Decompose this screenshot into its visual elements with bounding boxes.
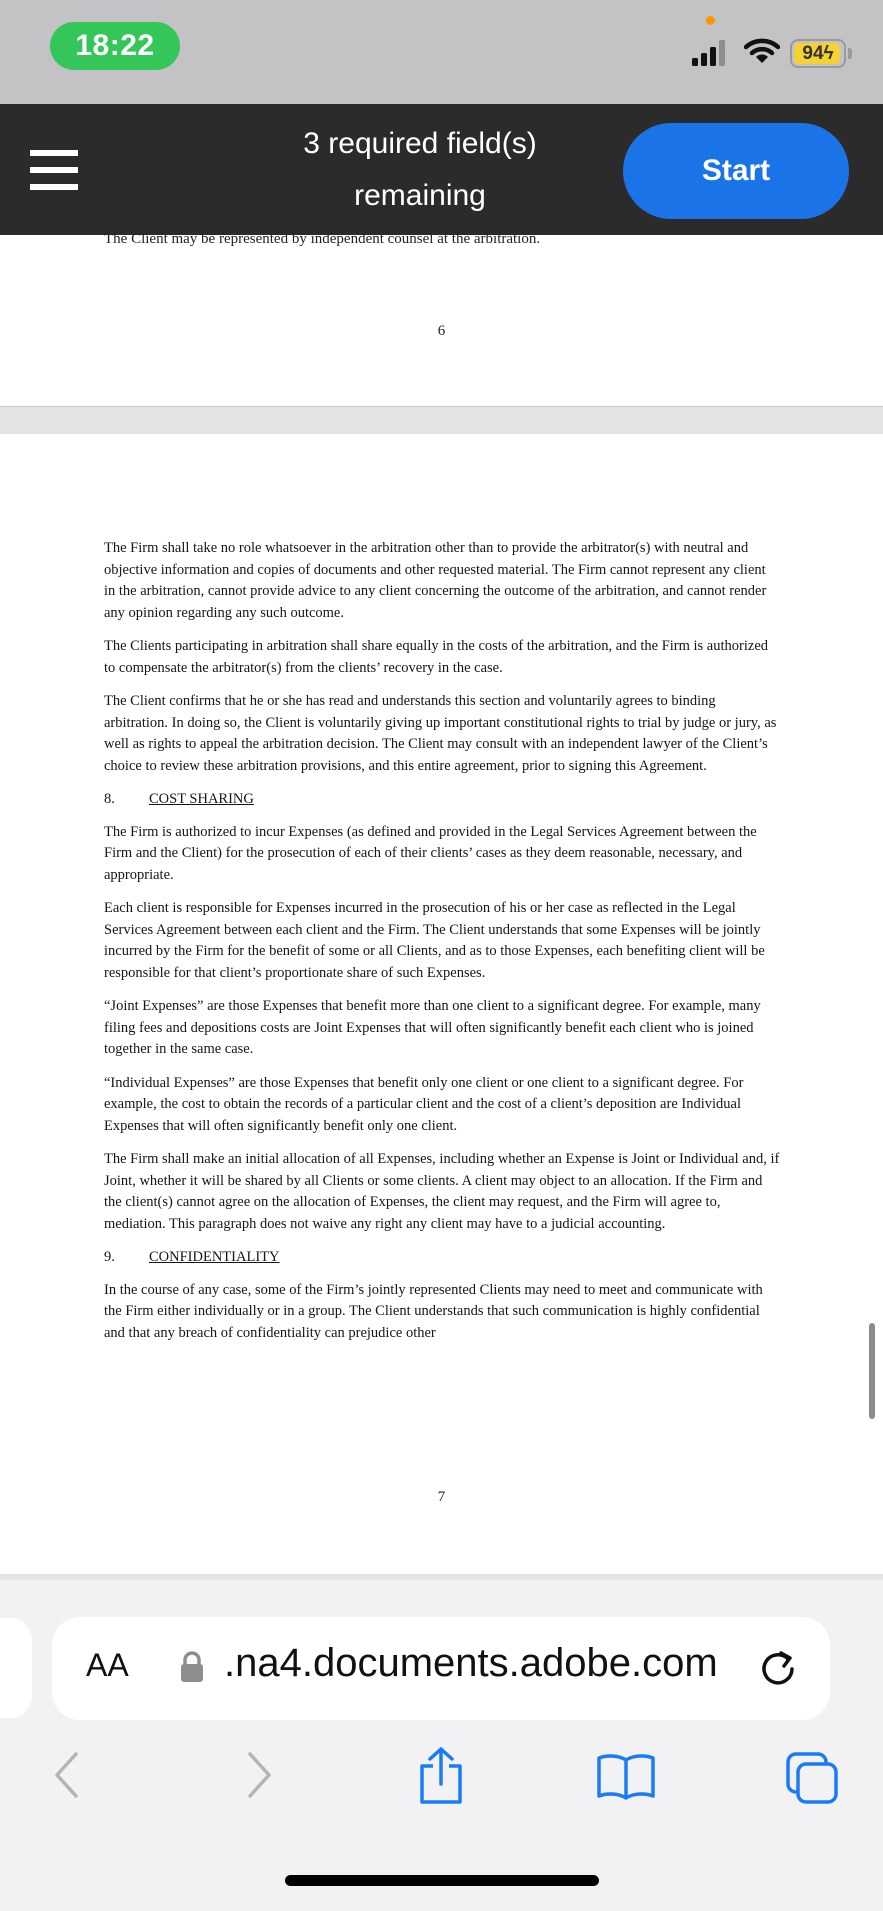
reader-options-button[interactable]: AA [86, 1647, 129, 1683]
wifi-icon [744, 36, 780, 66]
document-page-previous [0, 231, 883, 407]
paragraph: “Individual Expenses” are those Expenses that benefit only one client or one client to a significant degree. For example, the cost to obtain the records of a particular client and the cost of a client’s deposition are Individual Expenses that will often significantly benefit only one client. [104, 1074, 744, 1134]
section-number: 9. [104, 1249, 115, 1265]
battery-cap [848, 48, 852, 59]
current-page-number: 7 [437, 1489, 446, 1505]
browser-toolbar [0, 1580, 883, 1911]
tabs-icon[interactable] [784, 1750, 840, 1806]
forward-icon[interactable] [244, 1750, 274, 1800]
scrollbar[interactable] [869, 1323, 875, 1419]
start-button[interactable]: Start [623, 123, 849, 219]
lock-icon [180, 1651, 204, 1683]
paragraph: The Client confirms that he or she has read and understands this section and voluntarily agrees to binding arbitration. In doing so, the Client is voluntarily giving up important constitutional rights to trial by judge or jury, as well as rights to appeal the arbitration decision. The Client may consult with an independent lawyer of the Client’s choice to review these arbitration provisions, and this entire agreement, prior to signing this Agreement. [104, 693, 777, 774]
address-bar[interactable] [52, 1617, 830, 1720]
paragraph: The Firm shall take no role whatsoever in the arbitration other than to provide the arbitrator(s) with neutral and objective information and copies of documents and other requested material. The Firm cannot represent any client in the arbitration, cannot provide advice to any client concerning the outcome of the arbitration, and cannot render any opinion regarding any such outcome. [104, 540, 767, 621]
required-fields-line2: remaining [354, 179, 486, 212]
document-body [104, 538, 780, 1356]
home-indicator[interactable] [285, 1875, 599, 1886]
status-time: 18:22 [50, 22, 180, 70]
paragraph: “Joint Expenses” are those Expenses that benefit more than one client to a significant degree. For example, many filing fees and depositions costs are Joint Expenses that will often significantly benefit each client who is joined together in the same case. [104, 998, 761, 1057]
paragraph: The Firm shall make an initial allocation of all Expenses, including whether an Expense is Joint or Individual and, if Joint, whether it will be shared by all Clients or some clients. A client may object to an allocation. If the Firm and the client(s) cannot agree on the allocation of Expenses, the client may request, and the Firm will agree to, mediation. This paragraph does not waive any right any client may have to a judicial accounting. [104, 1151, 780, 1232]
reload-icon[interactable] [757, 1647, 799, 1689]
previous-page-number: 6 [437, 323, 446, 339]
back-icon[interactable] [52, 1750, 82, 1800]
section-title: CONFIDENTIALITY [149, 1249, 280, 1265]
share-icon[interactable] [416, 1746, 466, 1806]
paragraph: Each client is responsible for Expenses incurred in the prosecution of his or her case as reflected in the Legal Services Agreement between each client and the Firm. The Client understands that some Expenses will be jointly incurred by the Firm for the benefit of some or all Clients, and as to those Expenses, each benefiting client will be responsible for that client’s proportionate share of such Expenses. [104, 900, 765, 981]
section-title: COST SHARING [149, 791, 254, 807]
app-header [0, 104, 883, 235]
document-page-current [0, 434, 883, 1574]
paragraph: The Firm is authorized to incur Expenses (as defined and provided in the Legal Services Agreement between the Firm and the Client) for the prosecution of each of their clients’ cases as they deem reasonable, necessary, and appropriate. [104, 823, 757, 883]
menu-icon[interactable] [30, 150, 78, 190]
previous-page-cut-line: The Client may be represented by independent counsel at the arbitration. [104, 231, 541, 247]
required-fields-line1: 3 required field(s) [303, 127, 537, 160]
section-heading-cost-sharing [104, 789, 780, 811]
signal-icon [692, 38, 732, 68]
previous-tab-preview[interactable] [0, 1618, 32, 1718]
url-text[interactable]: .na4.documents.adobe.com [216, 1641, 718, 1685]
required-fields-status [260, 118, 580, 222]
section-number: 8. [104, 791, 115, 807]
battery-level: 94 ϟ [802, 42, 834, 64]
status-bar [0, 0, 883, 104]
privacy-indicator-dot [706, 16, 715, 25]
bookmarks-icon[interactable] [596, 1752, 656, 1802]
battery-charging-icon [790, 39, 846, 68]
section-heading-confidentiality [104, 1247, 780, 1269]
paragraph: The Clients participating in arbitration shall share equally in the costs of the arbitration, and the Firm is authorized to compensate the arbitrator(s) from the clients’ recovery in the case. [104, 638, 769, 676]
paragraph: In the course of any case, some of the Firm’s jointly represented Clients may need to meet and communicate with the Firm either individually or in a group. The Client understands that such communication is highly confidential and that any breach of confidentiality can prejudice other [104, 1281, 763, 1341]
